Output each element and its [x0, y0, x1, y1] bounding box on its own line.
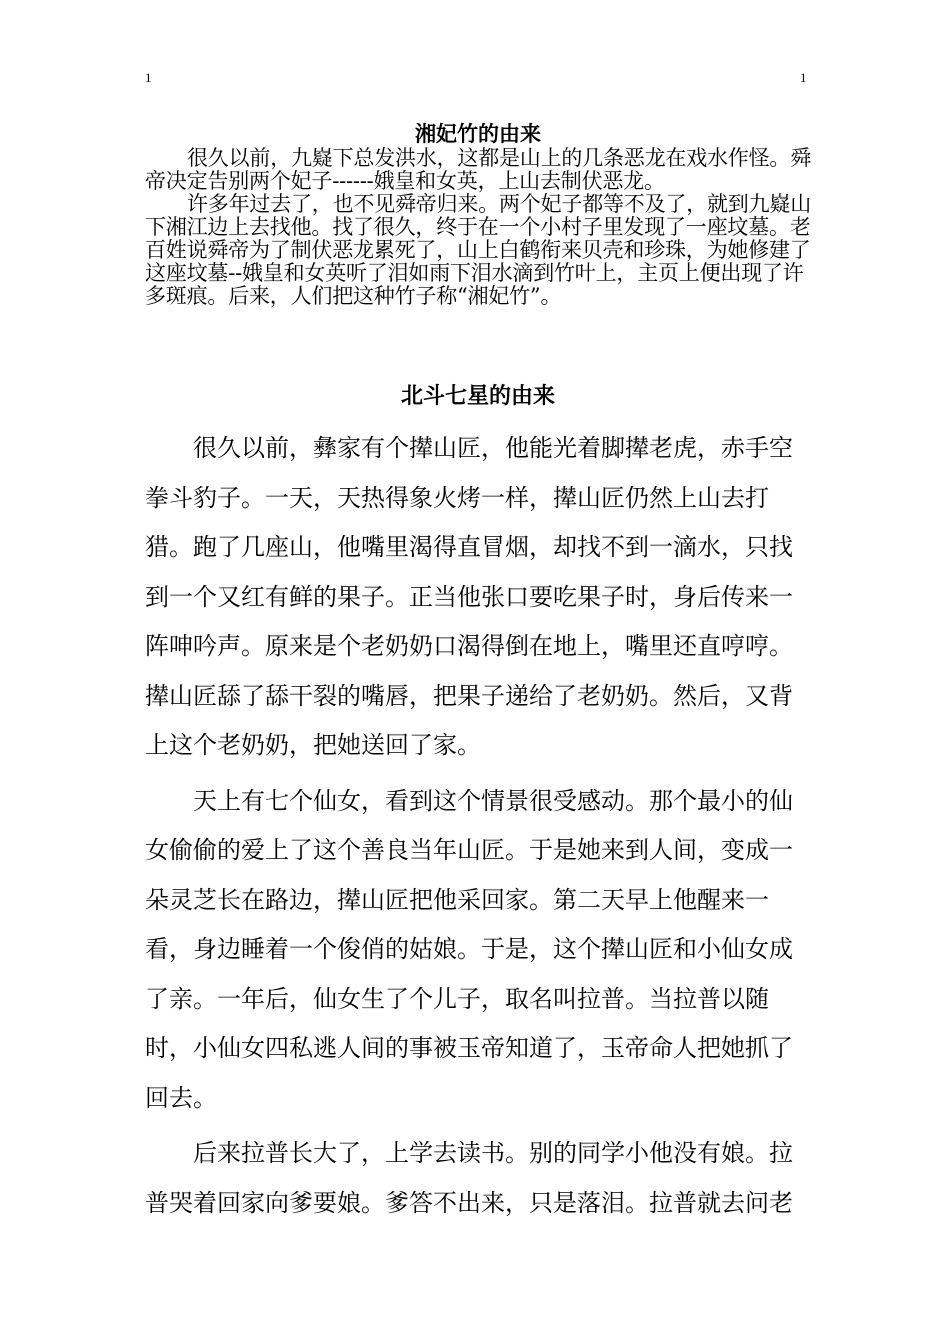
story1-title: 湘妃竹的由来 — [415, 122, 541, 146]
story2-paragraph: 很久以前，彝家有个撵山匠，他能光着脚撵老虎，赤手空拳斗豹子。一天，天热得象火烤一样，撵山匠仍然上山去打猎。跑了几座山，他嘴里渴得直冒烟，却找不到一滴水，只找到一个又红有鲜的果子。正当他张口要吃果子时，身后传来一阵呻吟声。原来是个老奶奶口渴得倒在地上，嘴里还直哼哼。撵山匠舔了舔干裂的嘴唇，把果子递给了老奶奶。然后，又背上这个老奶奶，把她送回了家。 — [145, 434, 793, 759]
story1-paragraph: 许多年过去了，也不见舜帝归来。两个妃子都等不及了，就到九嶷山下湘江边上去找他。找了很久，终于在一个小村子里发现了一座坟墓。老百姓说舜帝为了制伏恶龙累死了，山上白鹤衔来贝壳和珍珠，为她修建了这座坟墓--娥皇和女英听了泪如雨下泪水滴到竹叶上，主页上便出现了许多斑痕。后来，人们把这种竹子称“湘妃竹”。 — [145, 192, 811, 308]
story2-paragraph: 天上有七个仙女，看到这个情景很受感动。那个最小的仙女偷偷的爱上了这个善良当年山匠。于是她来到人间，变成一朵灵芝长在路边，撵山匠把他采回家。第二天早上他醒来一看，身边睡着一个俊俏的姑娘。于是，这个撵山匠和小仙女成了亲。一年后，仙女生了个儿子，取名叫拉普。当拉普以随时，小仙女四私逃人间的事被玉帝知道了，玉帝命人把她抓了回去。 — [145, 786, 793, 1112]
story-big-dipper — [145, 424, 811, 1228]
page-number-right: 1 — [800, 70, 807, 85]
story1-paragraph: 很久以前，九嶷下总发洪水，这都是山上的几条恶龙在戏水作怪。舜帝决定告别两个妃子------娥皇和女英，上山去制伏恶龙。 — [145, 146, 811, 193]
story-xiangfei-bamboo — [145, 121, 811, 308]
page-number-left: 1 — [145, 70, 152, 85]
story2-title: 北斗七星的由来 — [400, 384, 555, 409]
story2-paragraph: 后来拉普长大了，上学去读书。别的同学小他没有娘。拉普哭着回家向爹要娘。爹答不出来，只是落泪。拉普就去问老 — [145, 1139, 793, 1217]
